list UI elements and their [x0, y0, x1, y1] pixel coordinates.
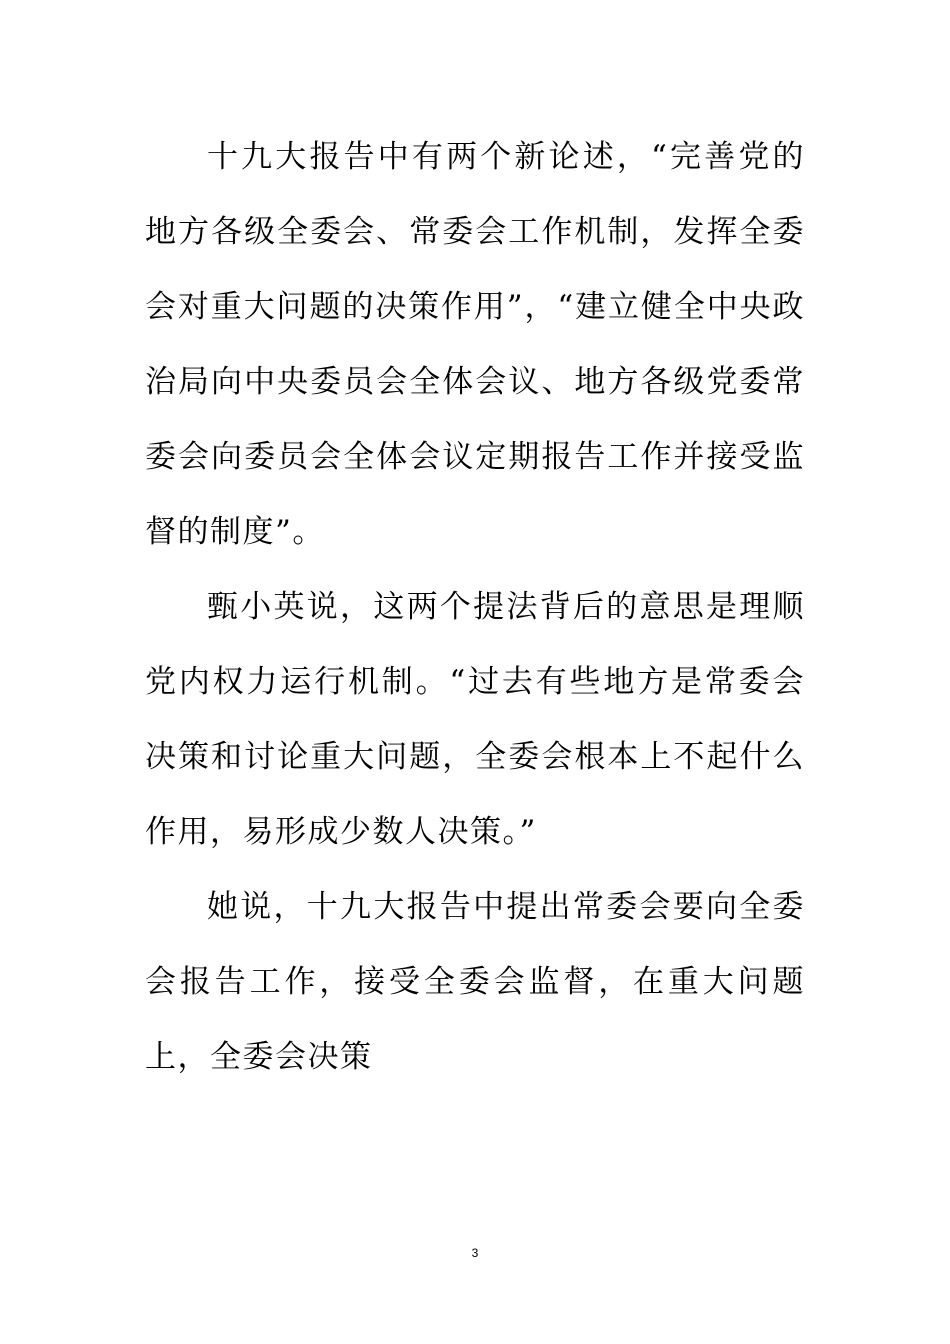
body-text	[145, 120, 805, 1095]
paragraph-2: 甄小英说，这两个提法背后的意思是理顺党内权力运行机制。“过去有些地方是常委会决策和讨论重大问题，全委会根本上不起什么作用，易形成少数人决策。”	[145, 589, 805, 850]
paragraph-3: 她说，十九大报告中提出常委会要向全委会报告工作，接受全委会监督，在重大问题上，全委会决策	[145, 889, 805, 1075]
page-number: 3	[471, 1246, 479, 1260]
paragraph-1: 十九大报告中有两个新论述，“完善党的地方各级全委会、常委会工作机制，发挥全委会对重大问题的决策作用”，“建立健全中央政治局向中央委员会全体会议、地方各级党委常委会向委员会全体会议定期报告工作并接受监督的制度”。	[145, 139, 805, 550]
